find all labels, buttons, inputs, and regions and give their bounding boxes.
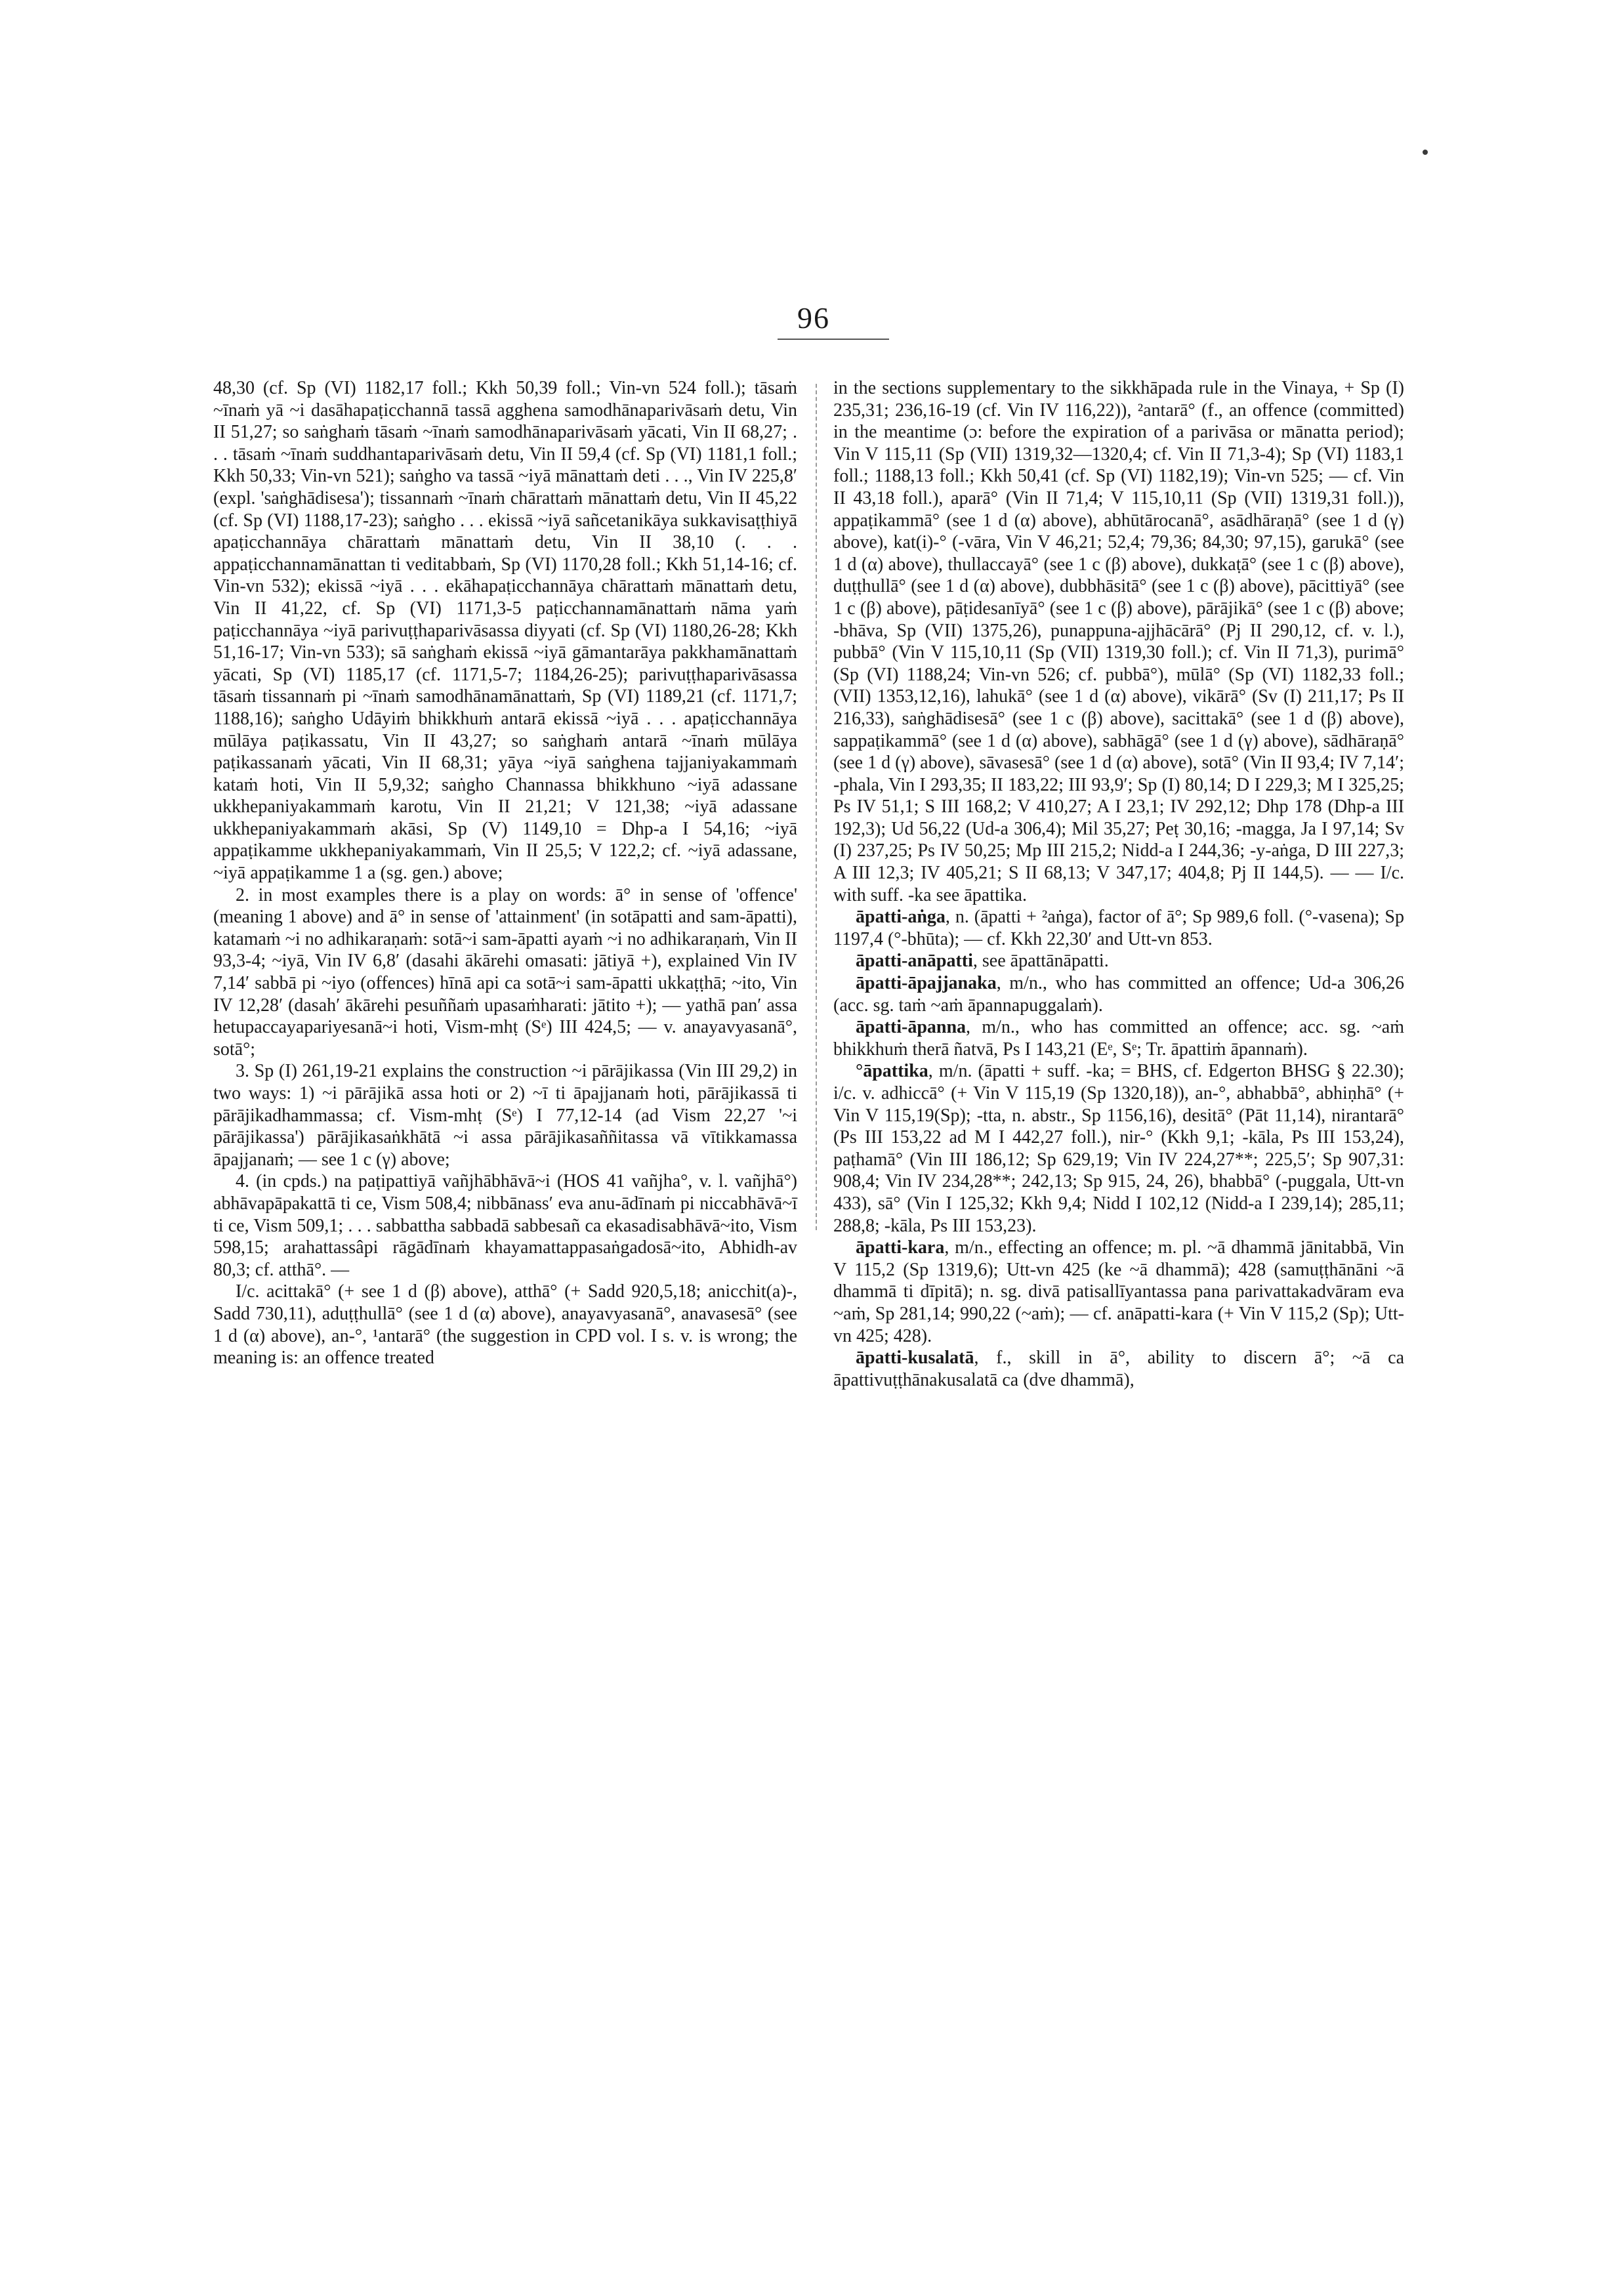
entry-body: , n. (āpatti + ²aṅga), factor of ā°; Sp 989,6 foll. (°-vasena); Sp 1197,4 (°-bhūta); — cf. Kkh 22,30′ and Utt-vn 853. xyxy=(833,907,1404,949)
entry-headword: āpatti-āpanna xyxy=(856,1017,967,1038)
left-paragraph: 4. (in cpds.) na paṭipattiyā vañjhābhāvā~i (HOS 41 vañjha°, v. l. vañjhā°) abhāvapāpakattā ti ce, Vism 508,4; nibbānass′ eva anu-ādīnaṁ pi niccabhāvā~ī ti ce, Vism 509,1; . . . sabbattha sabbadā sabbesañ ca ekasadisabhāvā~ito, Vism 598,15; arahattassâpi rāgādīnaṁ khayamattappasaṅgadosā~ito, Abhidh-av 80,3; cf. atthā°. — xyxy=(213,1171,797,1280)
entry-headword: āpatti-aṅga xyxy=(856,907,946,928)
page-number: 96 xyxy=(797,301,830,335)
dictionary-entry xyxy=(833,1016,1404,1060)
entry-headword: āpatti-anāpatti xyxy=(856,951,973,972)
entry-body: , m/n., effecting an offence; m. pl. ~ā dhammā jānitabbā, Vin V 115,2 (Sp 1319,6); Utt-vn 425 (ke ~ā dhammā); 428 (samuṭṭhānāni ~ā dhammā ti dīpitā); n. sg. divā patisallīyantassa pana parivattakadvāram eva ~aṁ, Sp 281,14; 990,22 (~aṁ); — cf. anāpatti-kara (+ Vin V 115,2 (Sp); Utt-vn 425; 428). xyxy=(833,1237,1404,1346)
entry-body: , m/n. (āpatti + suff. -ka; = BHS, cf. Edgerton BHSG § 22.30); i/c. v. adhiccā° (+ Vin V 115,19 (Sp 1320,18)), an-°, abhabbā°, abhiṇhā° (+ Vin V 115,19(Sp); -tta, n. abstr., Sp 1156,16), desitā° (Pāt 11,14), nirantarā° (Ps III 153,22 ad M I 442,27 foll.), nir-° (Kkh 9,1; -kāla, Ps III 153,24), paṭhamā° (Vin III 186,12; Sp 629,19; Vin IV 224,27**; 225,5′; Sp 907,31: 908,4; Vin IV 234,28**; 242,13; Sp 915, 24, 26), bhabbā° (-puggala, Utt-vn 433), sā° (Vin I 125,32; Kkh 9,4; Nidd I 102,12 (Nidd-a I 239,14); 285,11; 288,8; -kāla, Ps III 153,23). xyxy=(833,1061,1404,1236)
right-column xyxy=(833,377,1404,1391)
column-divider xyxy=(816,384,817,1230)
page-number-rule xyxy=(778,339,889,340)
entry-body: , m/n., who has committed an offence; Ud-a 306,26 (acc. sg. taṁ ~aṁ āpannapuggalaṁ). xyxy=(833,973,1404,1016)
entry-headword: °āpattika xyxy=(856,1061,928,1082)
entry-body: , f., skill in ā°, ability to discern ā°; ~ā ca āpattivuṭṭhānakusalatā ca (dve dhammā), xyxy=(833,1348,1404,1390)
right-paragraph: in the sections supplementary to the sikkhāpada rule in the Vinaya, + Sp (I) 235,31; 236,16-19 (cf. Vin IV 116,22)), ²antarā° (f., an offence (committed) in the meantime (ɔ: before the expiration of a parivāsa or mānatta period); Vin V 115,11 (Sp (VII) 1319,32—1320,4; cf. Vin II 71,3-4); Sp (VI) 1183,1 foll.; 1188,13 foll.; Kkh 50,41 (cf. Sp (VI) 1182,19); Vin-vn 525; — cf. Vin II 43,18 foll.), aparā° (Vin II 71,4; V 115,10,11 (Sp (VII) 1319,31 foll.)), appaṭikammā° (see 1 d (α) above), abhūtārocanā°, asādhāraṇā° (see 1 d (γ) above), kat(i)-° (-vāra, Vin V 46,21; 52,4; 79,36; 84,30; 97,15), garukā° (see 1 d (α) above), thullaccayā° (see 1 c (β) above), dukkaṭā° (see 1 c (β) above), duṭṭhullā° (see 1 d (α) above), dubbhāsitā° (see 1 c (β) above), pācittiyā° (see 1 c (β) above), pāṭidesanīyā° (see 1 c (β) above), pārājikā° (see 1 c (β) above; -bhāva, Sp (VII) 1375,26), punappuna-ajjhācārā° (Pj II 290,12, cf. v. l.), pubbā° (Vin V 115,10,11 (Sp (VII) 1319,30 foll.); cf. Vin II 71,3), purimā° (Sp (VI) 1188,24; Vin-vn 526; cf. pubbā°), mūlā° (Sp (VI) 1182,33 foll.; (VII) 1353,12,16), lahukā° (see 1 d (α) above), vikārā° (Sv (I) 211,17; Ps II 216,33), saṅghādisesā° (see 1 c (β) above), sacittakā° (see 1 d (β) above), sappaṭikammā° (see 1 d (α) above), sabhāgā° (see 1 d (γ) above), sādhāraṇā° (see 1 d (γ) above), sāvasesā° (see 1 d (α) above), sotā° (Vin II 93,4; IV 7,14′; -phala, Vin I 293,35; II 183,22; III 93,9′; Sp (I) 80,14; D I 229,3; M I 325,25; Ps IV 51,1; S III 168,2; V 410,27; A I 23,1; IV 292,12; Dhp 178 (Dhp-a III 192,3); Ud 56,22 (Ud-a 306,4); Mil 35,27; Peṭ 30,16; -magga, Ja I 97,14; Sv (I) 237,25; Ps IV 50,25; Mp III 215,2; Nidd-a I 244,36; -y-aṅga, D III 227,3; A III 12,3; IV 405,21; S II 68,13; V 347,17; 404,8; Pj II 144,5). — — I/c. with suff. -ka see āpattika. xyxy=(833,378,1404,905)
dictionary-entry xyxy=(833,1237,1404,1347)
left-paragraph: I/c. acittakā° (+ see 1 d (β) above), atthā° (+ Sadd 920,5,18; anicchit(a)-, Sadd 730,11), aduṭṭhullā° (see 1 d (α) above), anayavyasanā°, anavasesā° (see 1 d (α) above), an-°, ¹antarā° (the suggestion in CPD vol. I s. v. is wrong; the meaning is: an offence treated xyxy=(213,1281,797,1369)
dictionary-entry xyxy=(833,972,1404,1016)
dictionary-entry xyxy=(833,906,1404,950)
left-paragraph: 3. Sp (I) 261,19-21 explains the construction ~i pārājikassa (Vin III 29,2) in two ways: 1) ~i pārājikā assa hoti or 2) ~ī ti āpajjanaṁ hoti, pārājikassā ti pārājikadhammassa; cf. Vism-mhṭ (Sᵉ) I 77,12-14 (ad Vism 22,27 '~i pārājikassa') pārājikasaṅkhātā ~i assa pārājikasaññitassa vā vītikkamassa āpajjanaṁ; — see 1 c (γ) above; xyxy=(213,1061,797,1170)
entry-headword: āpatti-āpajjanaka xyxy=(856,973,997,994)
left-paragraph: 48,30 (cf. Sp (VI) 1182,17 foll.; Kkh 50,39 foll.; Vin-vn 524 foll.); tāsaṁ ~īnaṁ yā ~i dasāhapaṭicchannā tassā agghena samodhānaparivāsaṁ detu, Vin II 51,27; so saṅghaṁ tāsaṁ ~īnaṁ samodhānaparivāsaṁ yācati, Vin II 68,27; . . . tāsaṁ ~īnaṁ suddhantaparivāsaṁ detu, Vin II 59,4 (cf. Sp (VI) 1181,1 foll.; Kkh 50,33; Vin-vn 521); saṅgho va tassā ~iyā mānattaṁ deti . . ., Vin IV 225,8′ (expl. 'saṅghādisesa'); tissannaṁ ~īnaṁ chārattaṁ mānattaṁ detu, Vin II 45,22 (cf. Sp (VI) 1188,17-23); saṅgho . . . ekissā ~iyā sañcetanikāya sukkavisaṭṭhiyā apaṭicchannāya chārattaṁ mānattaṁ detu, Vin II 38,10 (. . . appaṭicchannamānattan ti veditabbaṁ, Sp (VI) 1170,28 foll.; Kkh 51,14-16; cf. Vin-vn 532); ekissā ~iyā . . . ekāhapaṭicchannāya chārattaṁ mānattaṁ detu, Vin II 41,22, cf. Sp (VI) 1171,3-5 paṭicchannamānattaṁ nāma yaṁ paṭicchannāya ~iyā parivuṭṭhaparivāsassa diyyati (cf. Sp (VI) 1180,26-28; Kkh 51,16-17; Vin-vn 533); sā saṅghaṁ ekissā ~iyā gāmantarāya pakkhamānattaṁ yācati, Sp (VI) 1185,17 (cf. 1171,5-7; 1184,26-25); parivuṭṭhaparivāsassa tāsaṁ tissannaṁ pi ~īnaṁ samodhānamānattaṁ, Sp (VI) 1189,21 (cf. 1171,7; 1188,16); saṅgho Udāyiṁ bhikkhuṁ antarā ekissā ~iyā . . . apaṭicchannāya mūlāya paṭikassatu, Vin II 43,27; so saṅghaṁ antarā ~īnaṁ mūlāya paṭikassanaṁ yācati, Vin II 68,31; yāya ~iyā saṅghena tajjaniyakammaṁ kataṁ hoti, Vin II 5,9,32; saṅgho Channassa bhikkhuno ~iyā adassane ukkhepaniyakammaṁ karotu, Vin II 21,21; V 121,38; ~iyā adassane ukkhepaniyakammaṁ akāsi, Sp (V) 1149,10 = Dhp-a I 54,16; ~iyā appaṭikamme ukkhepaniyakammaṁ, Vin II 25,5; V 122,2; cf. ~iyā adassane, ~iyā appaṭikamme 1 a (sg. gen.) above; xyxy=(213,378,797,884)
dictionary-entry xyxy=(833,1347,1404,1391)
entry-body: , m/n., who has committed an offence; acc. sg. ~aṁ bhikkhuṁ therā ñatvā, Ps I 143,21 (Eᵉ, Sᵉ; Tr. āpattiṁ āpannaṁ). xyxy=(833,1017,1404,1060)
entry-body: , see āpattānāpatti. xyxy=(972,951,1109,972)
scan-mark xyxy=(1423,150,1428,155)
left-column xyxy=(213,377,797,1369)
entry-headword: āpatti-kusalatā xyxy=(856,1348,974,1369)
entry-headword: āpatti-kara xyxy=(856,1237,945,1258)
dictionary-entry xyxy=(833,1060,1404,1237)
dictionary-entry xyxy=(833,950,1404,972)
left-paragraph: 2. in most examples there is a play on words: ā° in sense of 'offence' (meaning 1 above) and ā° in sense of 'attainment' (in sotāpatti and sam-āpatti), katamaṁ ~i no adhikaraṇaṁ: sotā~i sam-āpatti ayaṁ ~i no adhikaraṇaṁ, Vin II 93,3-4; ~iyā, Vin IV 6,8′ (dasahi ākārehi omasati: jātiyā +), explained Vin IV 7,14′ sabbā pi ~iyo (offences) hīnā api ca sotā~i sam-āpatti ukkaṭṭhā; ~ito, Vin IV 12,28′ (dasah′ ākārehi pesuññaṁ upasaṁharati: jātito +); — yathā pan′ assa hetupaccayapariyesanā~i hoti, Vism-mhṭ (Sᵉ) III 424,5; — v. anayavyasanā°, sotā°; xyxy=(213,884,797,1060)
